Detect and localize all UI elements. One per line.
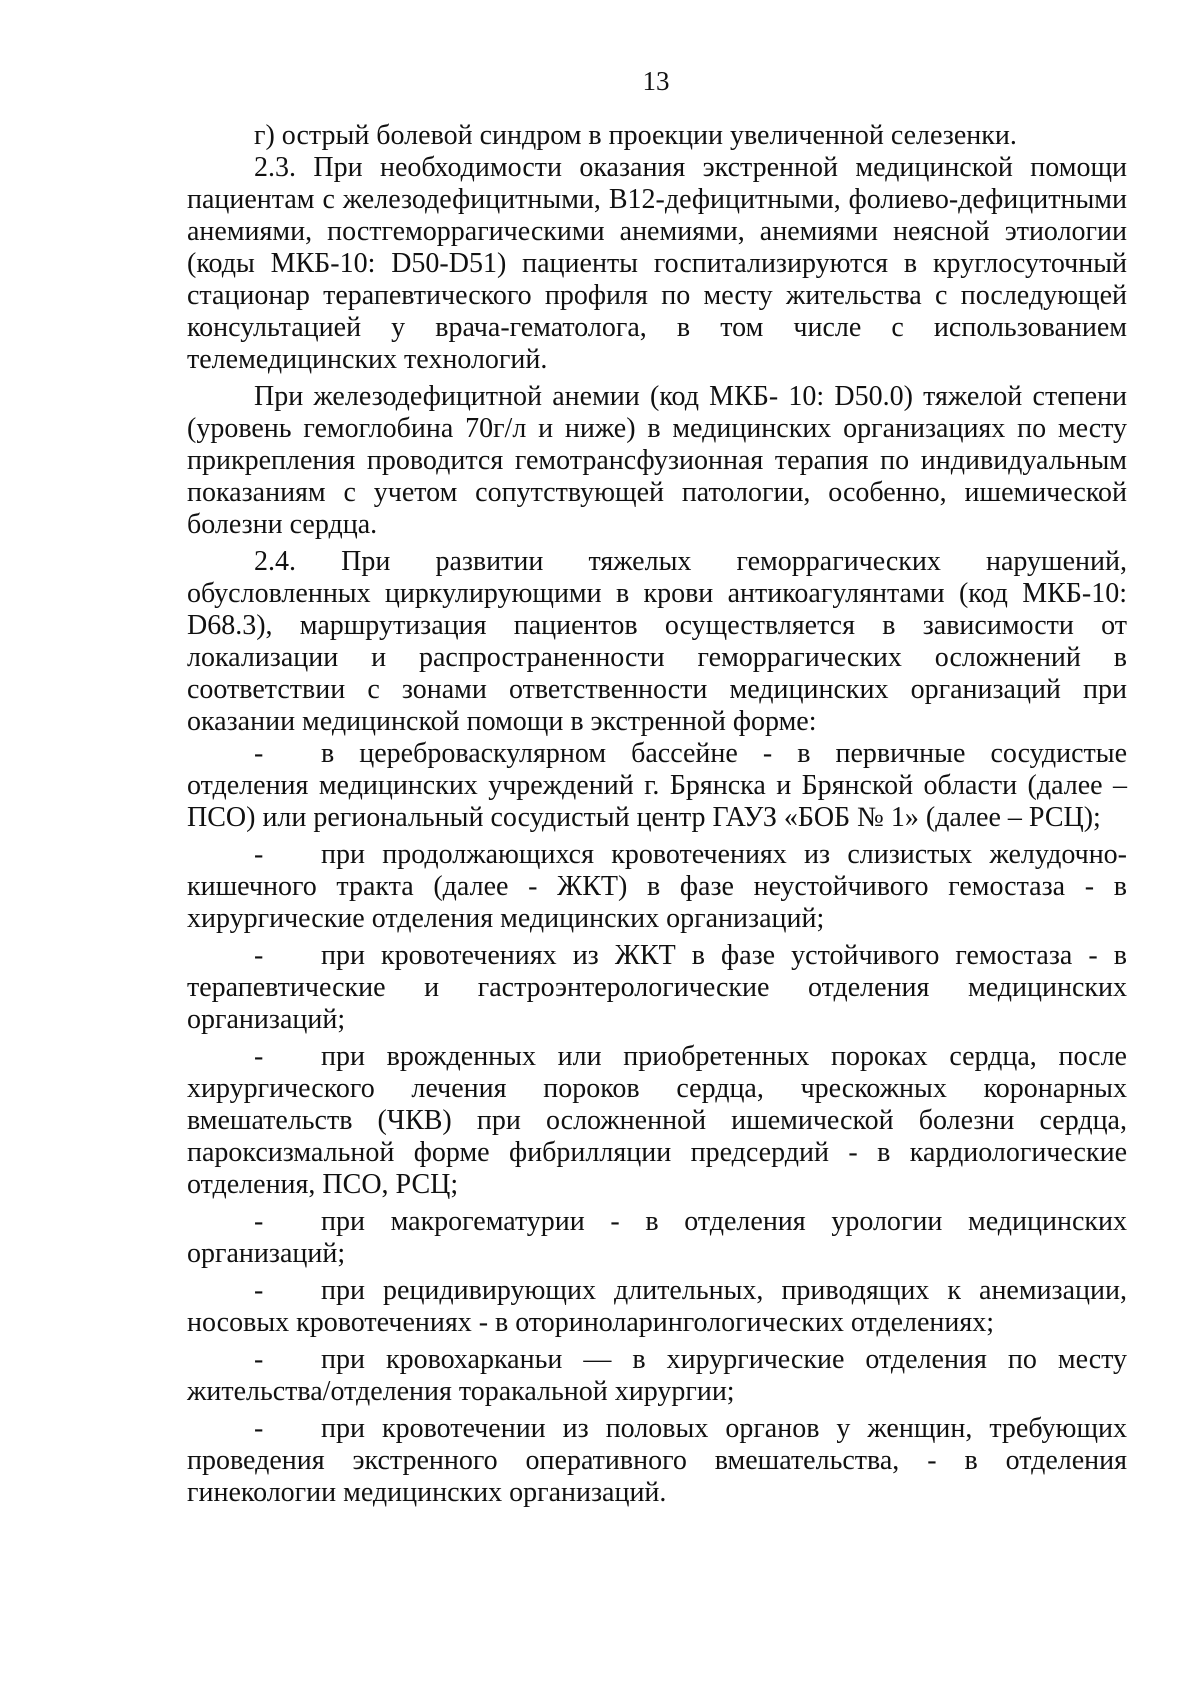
list-item: - в цереброваскулярном бассейне - в первичные сосудистые отделения медицинских учреждений г. Брянска и Брянской области (далее – ПСО) или региональный сосудистый центр ГАУЗ «БОБ № 1» (далее – РСЦ);	[187, 738, 1127, 833]
list-item: - при макрогематурии - в отделения урологии медицинских организаций;	[187, 1206, 1127, 1269]
list-item-text: при продолжающихся кровотечениях из слизистых желудочно-кишечного тракта (далее - ЖКТ) в фазе неустойчивого гемостаза - в хирургические отделения медицинских организаций;	[187, 839, 1127, 934]
list-item: - при кровотечении из половых органов у женщин, требующих проведения экстренного оперативного вмешательства, - в отделения гинекологии медицинских организаций.	[187, 1413, 1127, 1508]
list-item: - при врожденных или приобретенных пороках сердца, после хирургического лечения пороков сердца, чрескожных коронарных вмешательств (ЧКВ) при осложненной ишемической болезни сердца, пароксизмальной форме фибрилляции предсердий - в кардиологические отделения, ПСО, РСЦ;	[187, 1041, 1127, 1200]
list-item: - при кровохарканьи — в хирургические отделения по месту жительства/отделения торакальной хирургии;	[187, 1344, 1127, 1407]
list-item: - при кровотечениях из ЖКТ в фазе устойчивого гемостаза - в терапевтические и гастроэнтерологические отделения медицинских организаций;	[187, 940, 1127, 1035]
page-number: 13	[642, 66, 670, 96]
list-item-text: при кровотечении из половых органов у женщин, требующих проведения экстренного оперативного вмешательства, - в отделения гинекологии медицинских организаций.	[187, 1413, 1127, 1508]
paragraph-item-g: г) острый болевой синдром в проекции увеличенной селезенки.	[254, 120, 1017, 151]
paragraph-2-3: 2.3. При необходимости оказания экстренной медицинской помощи пациентам с железодефицитными, В12-дефицитными, фолиево-дефицитными анемиями, постгеморрагическими анемиями, анемиями неясной этиологии (коды МКБ-10: D50-D51) пациенты госпитализируются в круглосуточный стационар терапевтического профиля по месту жительства с последующей консультацией у врача-гематолога, в том числе с использованием телемедицинских технологий.	[187, 152, 1127, 375]
list-item: - при продолжающихся кровотечениях из слизистых желудочно-кишечного тракта (далее - ЖКТ) в фазе неустойчивого гемостаза - в хирургические отделения медицинских организаций;	[187, 839, 1127, 934]
document-body	[187, 120, 1127, 1509]
paragraph-iron-deficiency: При железодефицитной анемии (код МКБ- 10: D50.0) тяжелой степени (уровень гемоглобина 70г/л и ниже) в медицинских организациях по месту прикрепления проводится гемотрансфузионная терапия по индивидуальным показаниям с учетом сопутствующей патологии, особенно, ишемической болезни сердца.	[187, 381, 1127, 540]
list-item-text: при врожденных или приобретенных пороках сердца, после хирургического лечения пороков сердца, чрескожных коронарных вмешательств (ЧКВ) при осложненной ишемической болезни сердца, пароксизмальной форме фибрилляции предсердий - в кардиологические отделения, ПСО, РСЦ;	[187, 1041, 1127, 1200]
list-item-text: при кровохарканьи — в хирургические отделения по месту жительства/отделения торакальной хирургии;	[187, 1344, 1127, 1407]
list-item-text: при макрогематурии - в отделения урологии медицинских организаций;	[187, 1206, 1127, 1269]
list-item-text: в цереброваскулярном бассейне - в первичные сосудистые отделения медицинских учреждений г. Брянска и Брянской области (далее – ПСО) или региональный сосудистый центр ГАУЗ «БОБ № 1» (далее – РСЦ);	[187, 738, 1127, 833]
list-item-text: при рецидивирующих длительных, приводящих к анемизации, носовых кровотечениях - в оториноларингологических отделениях;	[187, 1275, 1127, 1338]
list-item-text: при кровотечениях из ЖКТ в фазе устойчивого гемостаза - в терапевтические и гастроэнтерологические отделения медицинских организаций;	[187, 940, 1127, 1035]
paragraph-2-4: 2.4. При развитии тяжелых геморрагических нарушений, обусловленных циркулирующими в крови антикоагулянтами (код МКБ-10: D68.3), маршрутизация пациентов осуществляется в зависимости от локализации и распространенности геморрагических осложнений в соответствии с зонами ответственности медицинских организаций при оказании медицинской помощи в экстренной форме:	[187, 546, 1127, 737]
list-item: - при рецидивирующих длительных, приводящих к анемизации, носовых кровотечениях - в оториноларингологических отделениях;	[187, 1275, 1127, 1338]
